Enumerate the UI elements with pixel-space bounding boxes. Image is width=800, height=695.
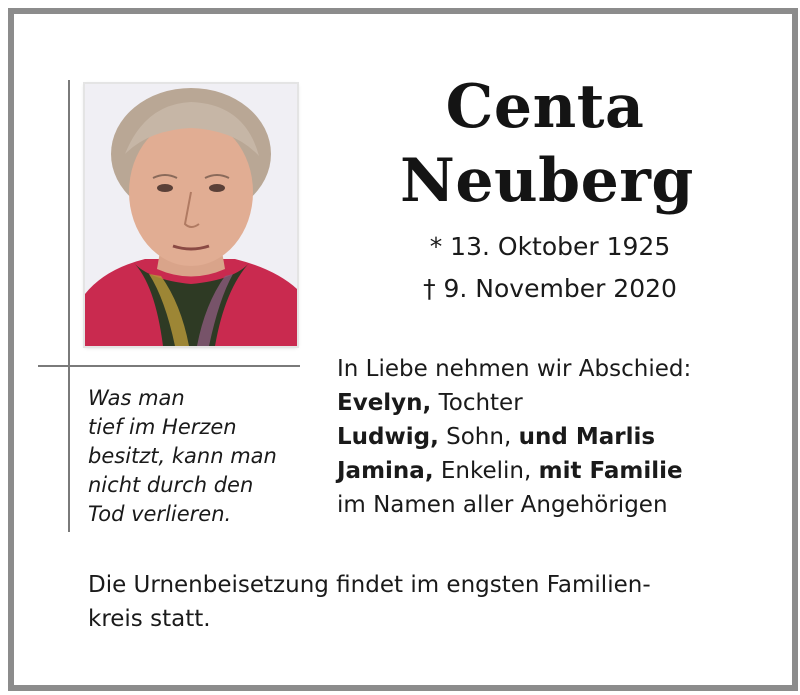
- quote-line: besitzt, kann man: [88, 444, 277, 468]
- quote-line: tief im Herzen: [88, 415, 237, 439]
- mourner-relation: Sohn,: [438, 424, 519, 450]
- mourner-row: [337, 454, 777, 488]
- portrait-photo: [85, 84, 297, 346]
- horizontal-rule: [38, 365, 300, 367]
- memorial-quote: [88, 384, 318, 529]
- mourner-name: Evelyn,: [337, 390, 432, 416]
- portrait-illustration: [85, 84, 297, 346]
- mourner-relation: Enkelin,: [433, 458, 539, 484]
- quote-line: Was man: [88, 386, 185, 410]
- mourner-extra: und Marlis: [518, 424, 656, 450]
- mourner-name: Jamina,: [337, 458, 434, 484]
- quote-line: nicht durch den: [88, 473, 254, 497]
- mourner-row: [337, 386, 777, 420]
- mourner-name: Ludwig,: [337, 424, 439, 450]
- birth-date: * 13. Oktober 1925: [429, 232, 671, 261]
- mourners-intro: In Liebe nehmen wir Abschied:: [337, 356, 692, 382]
- mourner-extra: mit Familie: [538, 458, 683, 484]
- mourner-row: [337, 420, 777, 454]
- vertical-rule: [68, 80, 70, 532]
- deceased-last-name: Neuberg: [400, 146, 694, 216]
- mourner-relation: Tochter: [431, 390, 523, 416]
- deceased-first-name: Centa: [445, 72, 645, 142]
- death-date: † 9. November 2020: [423, 274, 677, 303]
- notice-line: Die Urnenbeisetzung findet im engsten Familien-: [88, 572, 651, 598]
- funeral-notice: [88, 568, 728, 636]
- quote-line: Tod verlieren.: [88, 502, 232, 526]
- mourners-list: [337, 352, 777, 522]
- notice-line: kreis statt.: [88, 606, 211, 632]
- mourners-outro: im Namen aller Angehörigen: [337, 492, 668, 518]
